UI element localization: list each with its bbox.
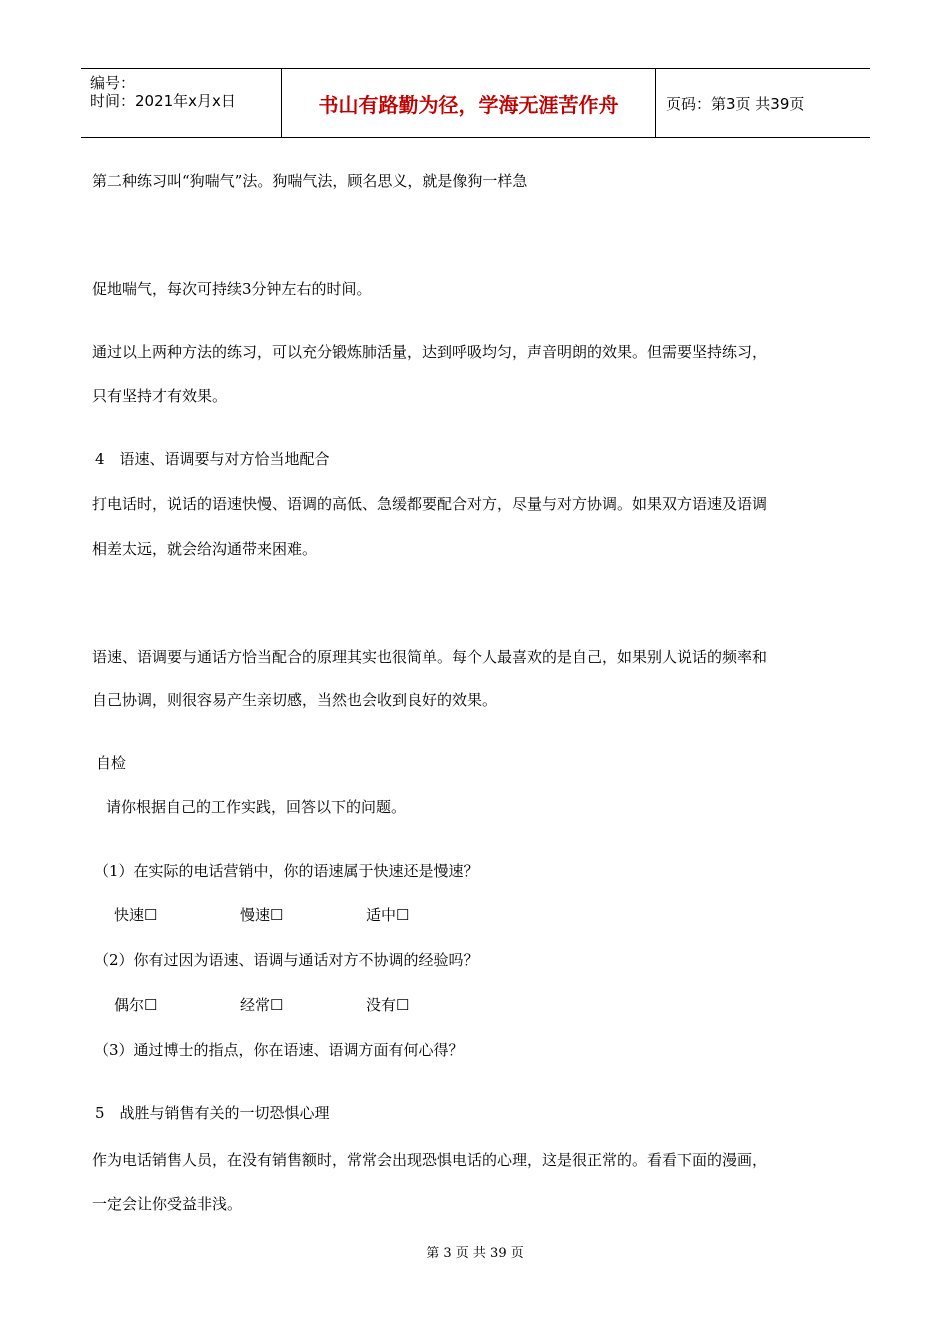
header-left-cell [81, 69, 281, 137]
paragraph-line: 促地喘气，每次可持续3分钟左右的时间。 [92, 280, 372, 298]
self-check-heading: 自检 [96, 754, 127, 772]
page-header [81, 68, 870, 138]
date-label: 时间：2021年x月x日 [90, 92, 236, 110]
q2-option-never[interactable]: 没有☐ [366, 996, 410, 1014]
section-heading: 4 语速、语调要与对方恰当地配合 [95, 450, 330, 468]
paragraph-line: 第二种练习叫“狗喘气”法。狗喘气法，顾名思义，就是像狗一样急 [92, 172, 528, 190]
q1-option-slow[interactable]: 慢速☐ [240, 906, 284, 924]
paragraph-line: 只有坚持才有效果。 [92, 387, 228, 405]
paragraph-line: 打电话时，说话的语速快慢、语调的高低、急缓都要配合对方，尽量与对方协调。如果双方语速及语调 [92, 495, 768, 513]
page-footer: 第 3 页 共 39 页 [426, 1246, 524, 1261]
section-heading: 5 战胜与销售有关的一切恐惧心理 [95, 1104, 330, 1122]
paragraph-line: 语速、语调要与通话方恰当配合的原理其实也很简单。每个人最喜欢的是自己，如果别人说话的频率和 [92, 648, 768, 666]
paragraph-line: 作为电话销售人员，在没有销售额时，常常会出现恐惧电话的心理，这是很正常的。看看下面的漫画， [92, 1151, 768, 1169]
paragraph-line: 自己协调，则很容易产生亲切感，当然也会收到良好的效果。 [92, 691, 498, 709]
header-center-cell [281, 69, 656, 137]
question-1: （1）在实际的电话营销中，你的语速属于快速还是慢速？ [94, 862, 479, 880]
q1-option-moderate[interactable]: 适中☐ [366, 906, 410, 924]
paragraph-line: 通过以上两种方法的练习，可以充分锻炼肺活量，达到呼吸均匀，声音明朗的效果。但需要坚持练习， [92, 343, 768, 361]
paragraph-line: 相差太远，就会给沟通带来困难。 [92, 540, 318, 558]
paragraph-line: 请你根据自己的工作实践，回答以下的问题。 [106, 798, 407, 816]
paragraph-line: 一定会让你受益非浅。 [92, 1195, 243, 1213]
header-right-cell [656, 69, 870, 137]
q1-option-fast[interactable]: 快速☐ [114, 906, 158, 924]
q2-option-occasionally[interactable]: 偶尔☐ [114, 996, 158, 1014]
q2-option-often[interactable]: 经常☐ [240, 996, 284, 1014]
question-2: （2）你有过因为语速、语调与通话对方不协调的经验吗？ [94, 951, 479, 969]
header-motto: 书山有路勤为径，学海无涯苦作舟 [318, 93, 619, 117]
page-label: 页码：第3页 共39页 [666, 95, 805, 113]
question-3: （3）通过博士的指点，你在语速、语调方面有何心得？ [94, 1041, 464, 1059]
number-label: 编号： [90, 74, 136, 92]
